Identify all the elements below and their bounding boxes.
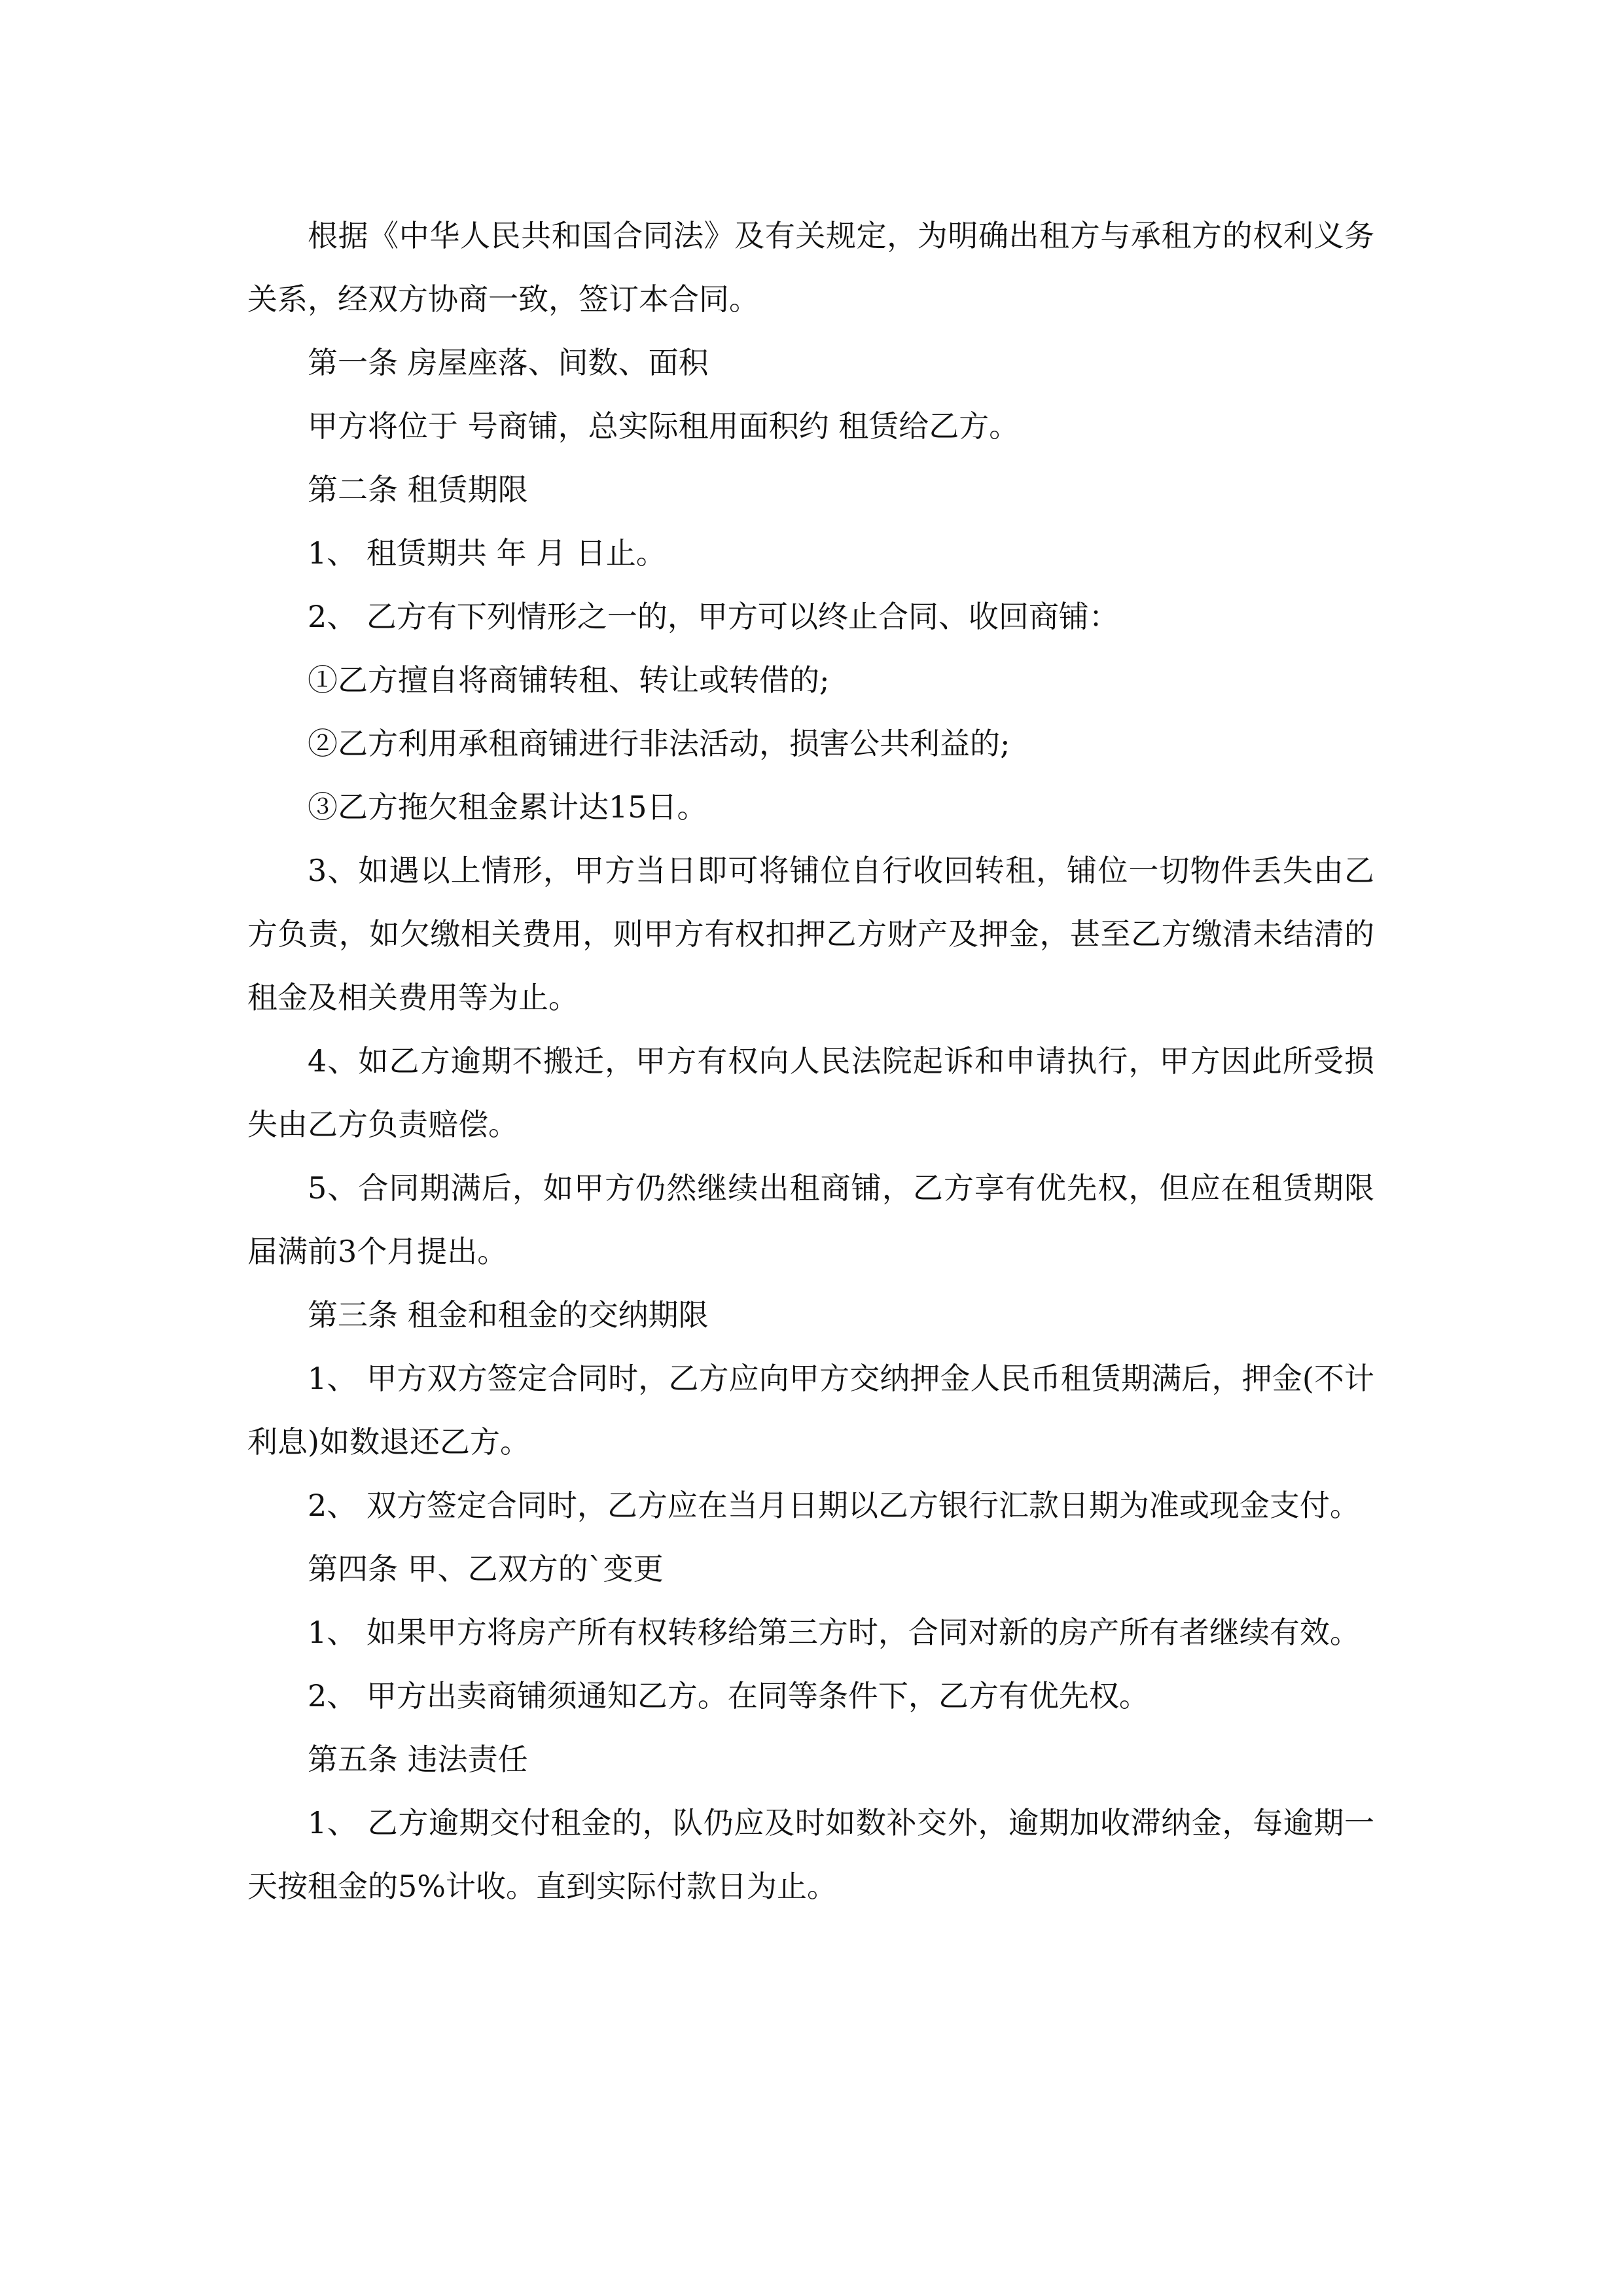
heading-article-5: 第五条 违法责任 <box>308 1742 528 1777</box>
paragraph-article-2-subitem-2: ②乙方利用承租商铺进行非法活动，损害公共利益的; <box>308 726 1010 761</box>
paragraph-article-2-item-3: 3、如遇以上情形，甲方当日即可将铺位自行收回转租，铺位一切物件丢失由乙方负责，如欠缴相关费用，则甲方有权扣押乙方财产及押金，甚至乙方缴清未结清的租金及相关费用等为止。 <box>247 853 1374 1015</box>
paragraph-article-2-subitem-1: ①乙方擅自将商铺转租、转让或转借的; <box>308 662 830 698</box>
paragraph-article-4-item-1: 1、 如果甲方将房产所有权转移给第三方时，合同对新的房产所有者继续有效。 <box>308 1615 1360 1650</box>
paragraph-article-3-item-2: 2、 双方签定合同时，乙方应在当月日期以乙方银行汇款日期为准或现金支付。 <box>308 1488 1360 1523</box>
paragraph-preamble: 根据《中华人民共和国合同法》及有关规定，为明确出租方与承租方的权利义务关系，经双方协商一致，签订本合同。 <box>247 218 1374 317</box>
paragraph-article-2-item-1: 1、 租赁期共 年 月 日止。 <box>308 535 666 571</box>
paragraph-article-2-item-2: 2、 乙方有下列情形之一的，甲方可以终止合同、收回商铺： <box>308 599 1119 634</box>
heading-article-1: 第一条 房屋座落、间数、面积 <box>308 345 709 380</box>
heading-article-2: 第二条 租赁期限 <box>308 472 528 507</box>
paragraph-article-4-item-2: 2、 甲方出卖商铺须通知乙方。在同等条件下，乙方有优先权。 <box>308 1678 1149 1713</box>
paragraph-article-5-item-1: 1、 乙方逾期交付租金的，队仍应及时如数补交外，逾期加收滞纳金，每逾期一天按租金的5%计收。直到实际付款日为止。 <box>247 1805 1374 1904</box>
paragraph-article-3-item-1: 1、 甲方双方签定合同时，乙方应向甲方交纳押金人民币租赁期满后，押金(不计利息)如数退还乙方。 <box>247 1361 1374 1460</box>
heading-article-3: 第三条 租金和租金的交纳期限 <box>308 1297 709 1333</box>
paragraph-article-2-item-4: 4、如乙方逾期不搬迁，甲方有权向人民法院起诉和申请执行，甲方因此所受损失由乙方负责赔偿。 <box>247 1043 1374 1142</box>
paragraph-article-2-subitem-3: ③乙方拖欠租金累计达15日。 <box>308 789 707 825</box>
heading-article-4: 第四条 甲、乙双方的`变更 <box>308 1551 664 1587</box>
paragraph-article-1-body: 甲方将位于 号商铺，总实际租用面积约 租赁给乙方。 <box>308 408 1020 444</box>
paragraph-article-2-item-5: 5、合同期满后，如甲方仍然继续出租商铺，乙方享有优先权，但应在租赁期限届满前3个月提出。 <box>247 1170 1374 1269</box>
document-body <box>247 204 1374 1918</box>
